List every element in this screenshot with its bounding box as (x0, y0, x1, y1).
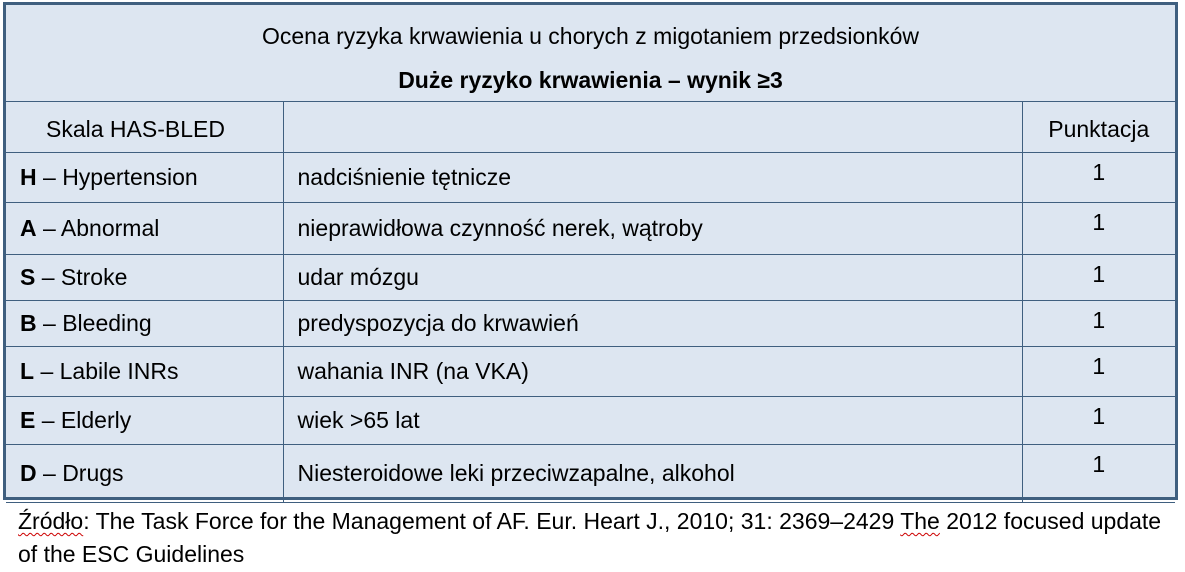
row-term: – Hypertension (36, 164, 198, 190)
header-scale: Skala HAS-BLED (6, 102, 283, 153)
row-criterion (6, 153, 283, 203)
source-text-before: : The Task Force for the Management of AF. Eur. Heart J., 2010; 31: 2369–2429 (83, 508, 901, 534)
row-criterion (6, 203, 283, 255)
row-term: – Abnormal (36, 215, 160, 241)
table-row (6, 397, 1175, 445)
row-letter: S (20, 264, 36, 290)
row-description: udar mózgu (283, 255, 1022, 301)
row-description: nadciśnienie tętnicze (283, 153, 1022, 203)
row-points: 1 (1022, 397, 1175, 445)
source-text-after: 2012 focused update of the ESC Guidelines (18, 508, 1162, 567)
source-citation (18, 505, 1168, 571)
title-row (6, 5, 1175, 102)
table-row (6, 301, 1175, 347)
source-the-word: The (900, 508, 940, 534)
row-criterion (6, 347, 283, 397)
row-points: 1 (1022, 153, 1175, 203)
row-description: wahania INR (na VKA) (283, 347, 1022, 397)
table-row (6, 203, 1175, 255)
row-term: – Drugs (36, 460, 124, 486)
table-title: Ocena ryzyka krwawienia u chorych z migotaniem przedsionków (261, 23, 920, 49)
row-letter: A (20, 215, 37, 241)
row-criterion (6, 445, 283, 503)
row-term: – Stroke (35, 264, 128, 290)
table-row (6, 255, 1175, 301)
title-cell (6, 5, 1175, 102)
row-points: 1 (1022, 445, 1175, 503)
row-letter: L (20, 358, 35, 384)
has-bled-table-frame (3, 2, 1178, 500)
row-letter: D (20, 460, 37, 486)
table-row (6, 153, 1175, 203)
header-row (6, 102, 1175, 153)
row-term: – Elderly (35, 407, 132, 433)
table-row (6, 445, 1175, 503)
row-points: 1 (1022, 203, 1175, 255)
has-bled-table (6, 5, 1175, 503)
row-letter: H (20, 164, 37, 190)
row-criterion (6, 301, 283, 347)
row-points: 1 (1022, 347, 1175, 397)
row-letter: E (20, 407, 36, 433)
row-criterion (6, 255, 283, 301)
row-term: – Bleeding (36, 310, 152, 336)
row-term: – Labile INRs (34, 358, 179, 384)
table-subtitle: Duże ryzyko krwawienia – wynik ≥3 (398, 67, 783, 93)
row-description: nieprawidłowa czynność nerek, wątroby (283, 203, 1022, 255)
row-description: wiek >65 lat (283, 397, 1022, 445)
table-row (6, 347, 1175, 397)
row-points: 1 (1022, 255, 1175, 301)
row-description: predyspozycja do krwawień (283, 301, 1022, 347)
source-label: Źródło (18, 508, 84, 534)
table-body (6, 153, 1175, 503)
row-criterion (6, 397, 283, 445)
header-points: Punktacja (1022, 102, 1175, 153)
row-points: 1 (1022, 301, 1175, 347)
row-description: Niesteroidowe leki przeciwzapalne, alkohol (283, 445, 1022, 503)
header-empty (283, 102, 1022, 153)
row-letter: B (20, 310, 37, 336)
